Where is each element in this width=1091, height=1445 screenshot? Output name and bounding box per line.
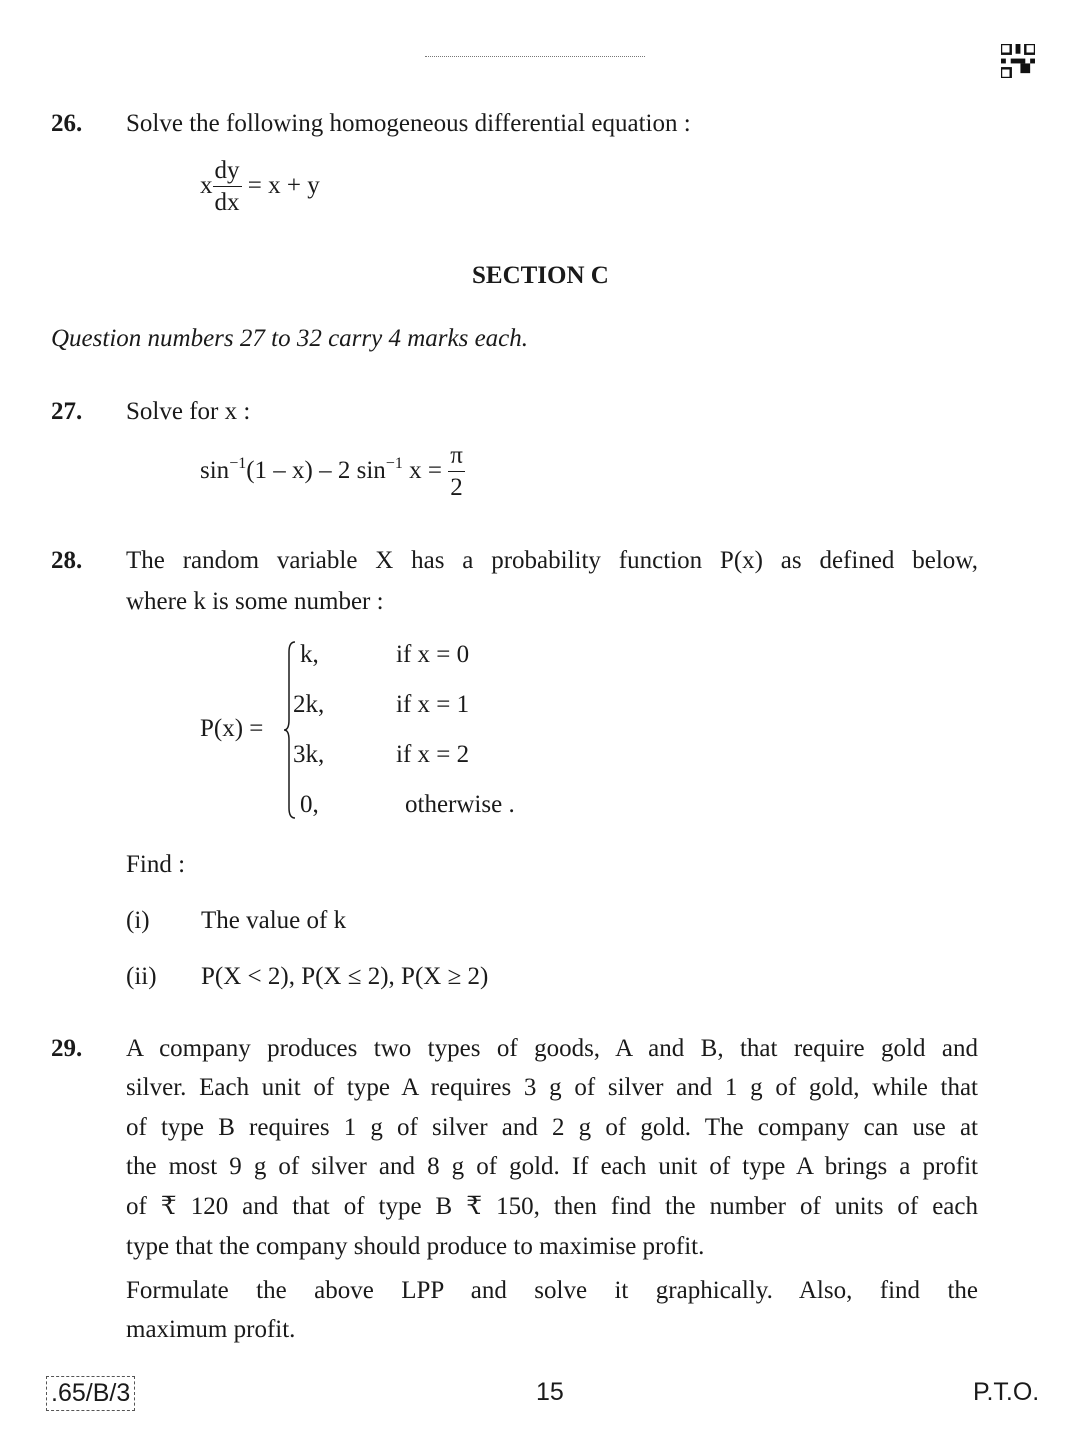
- eq-rhs: = x + y: [247, 171, 320, 199]
- page-number: 15: [536, 1378, 564, 1406]
- case-condition: if x = 1: [396, 691, 470, 718]
- section-title: SECTION C: [472, 262, 609, 289]
- question-text: where k is some number :: [126, 588, 384, 615]
- question-line: type that the company should produce to maximise profit.: [126, 1233, 705, 1260]
- fraction-denominator: 2: [450, 474, 463, 502]
- left-brace: [283, 640, 297, 820]
- paper-code: .65/B/3: [46, 1376, 135, 1411]
- question-line: of ₹ 120 and that of type B ₹ 150, then find the number of units of each: [126, 1193, 978, 1220]
- find-label: Find :: [126, 851, 186, 878]
- part-text: The value of k: [201, 907, 347, 934]
- eq-part: x =: [402, 456, 442, 484]
- pto-label: P.T.O.: [973, 1378, 1040, 1406]
- question-line: A company produces two types of goods, A and B, that require gold and: [126, 1035, 978, 1062]
- question-number: 29.: [51, 1035, 83, 1062]
- question-number: 27.: [51, 398, 83, 425]
- eq-part: sin: [200, 456, 230, 484]
- equation: [200, 158, 320, 217]
- question-line: of type B requires 1 g of silver and 2 g of gold. The company can use at: [126, 1114, 978, 1141]
- part-text: P(X < 2), P(X ≤ 2), P(X ≥ 2): [201, 963, 489, 990]
- question-number: 28.: [51, 547, 83, 574]
- case-value: 3k,: [293, 741, 325, 768]
- case-condition: otherwise .: [405, 791, 515, 818]
- eq-x: x: [200, 171, 213, 199]
- fraction-numerator: π: [448, 443, 465, 472]
- fraction-numerator: dy: [213, 158, 242, 187]
- piecewise-lhs: P(x) =: [200, 715, 264, 742]
- fraction-denominator: dx: [214, 189, 240, 217]
- question-line: Formulate the above LPP and solve it graphically. Also, find the: [126, 1277, 978, 1304]
- question-line: the most 9 g of silver and 8 g of gold. If each unit of type A brings a profit: [126, 1153, 978, 1180]
- header-dotted-line: [425, 56, 645, 59]
- question-text: Solve for x :: [126, 398, 251, 425]
- part-label: (i): [126, 907, 150, 934]
- question-line: silver. Each unit of type A requires 3 g of silver and 1 g of gold, while that: [126, 1074, 978, 1101]
- question-line: maximum profit.: [126, 1316, 296, 1343]
- eq-sup: −1: [229, 454, 247, 472]
- case-value: k,: [300, 641, 319, 668]
- question-text: The random variable X has a probability function P(x) as defined below,: [126, 547, 978, 574]
- case-value: 0,: [300, 791, 319, 818]
- case-value: 2k,: [293, 691, 325, 718]
- question-text: Solve the following homogeneous differential equation :: [126, 110, 691, 137]
- eq-part: (1 – x) – 2 sin: [246, 456, 386, 484]
- qr-code-icon: [1001, 44, 1035, 78]
- part-label: (ii): [126, 963, 157, 990]
- equation: [200, 443, 465, 502]
- section-note: Question numbers 27 to 32 carry 4 marks each.: [51, 325, 529, 352]
- eq-sup: −1: [385, 454, 403, 472]
- case-condition: if x = 0: [396, 641, 470, 668]
- question-number: 26.: [51, 110, 83, 137]
- case-condition: if x = 2: [396, 741, 470, 768]
